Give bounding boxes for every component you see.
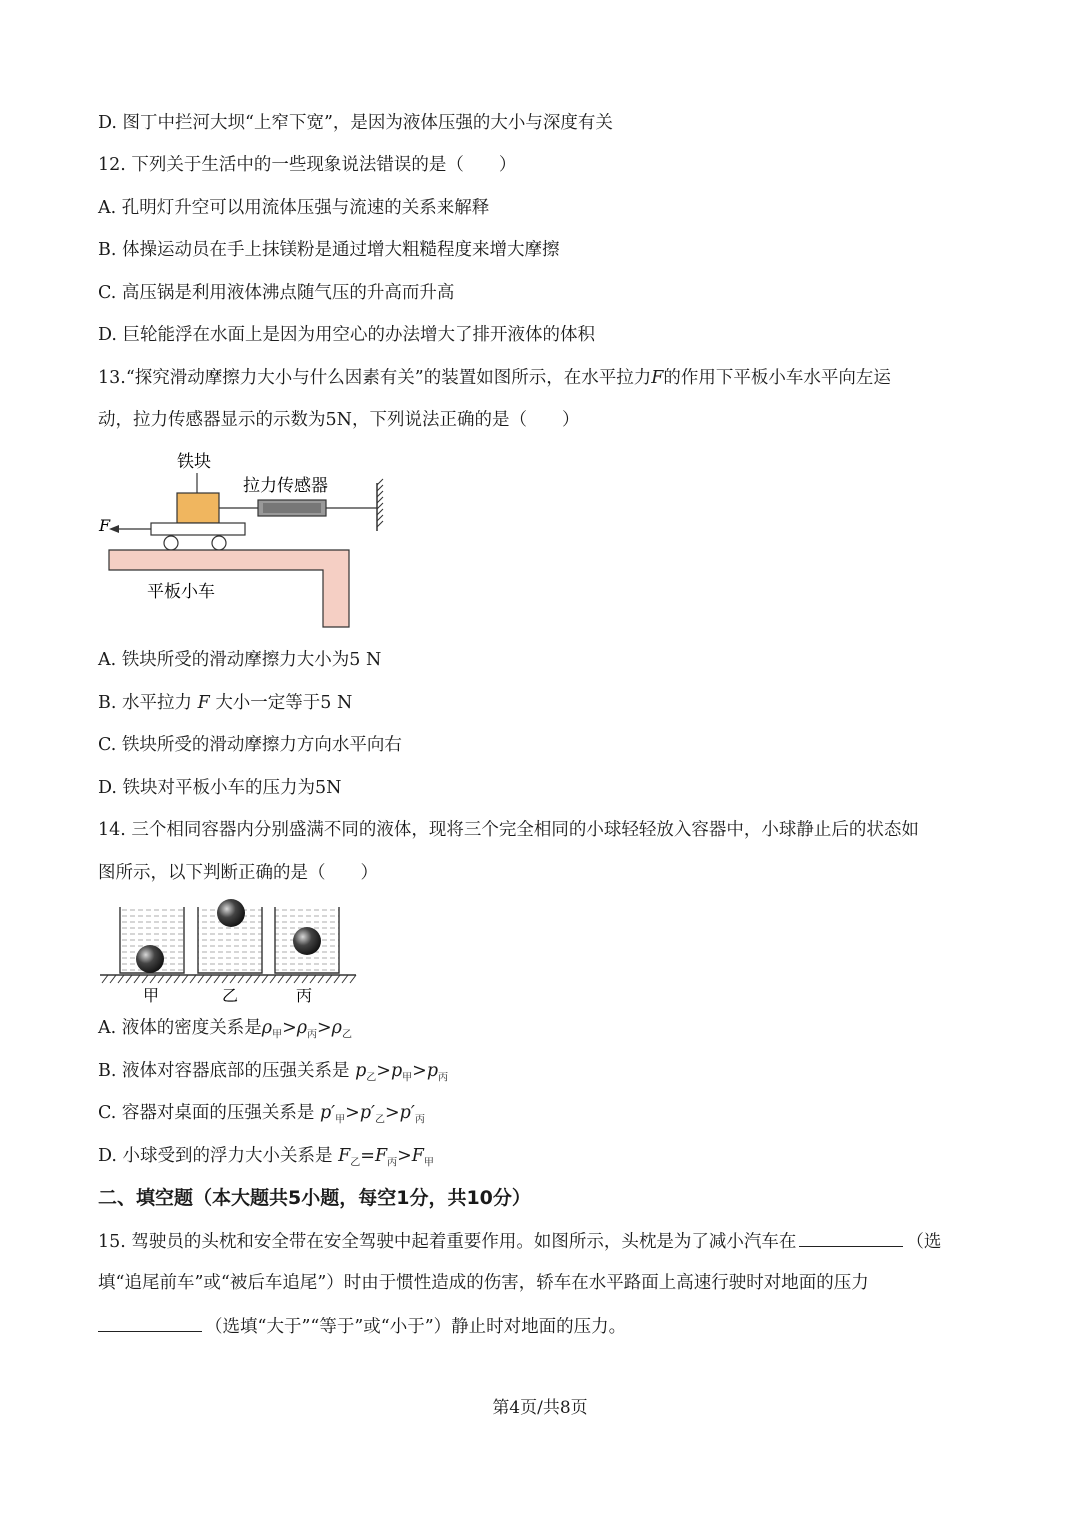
- friction-apparatus-figure: [95, 445, 395, 635]
- option-11d: D. 图丁中拦河大坝“上窄下宽”，是因为液体压强的大小与深度有关: [98, 113, 613, 133]
- option-14b: B. 液体对容器底部的压强关系是 $p_乙>p_甲>p_丙$: [98, 1061, 449, 1084]
- option-12d: D. 巨轮能浮在水面上是因为用空心的办法增大了排开液体的体积: [98, 325, 596, 345]
- label-iron-block: 铁块: [177, 452, 211, 472]
- cart-deck: [151, 523, 245, 535]
- option-14a: A. 液体的密度关系是$\rho_甲>\rho_丙>\rho_乙$: [98, 1018, 352, 1041]
- option-13a: A. 铁块所受的滑动摩擦力大小为5 N: [98, 650, 382, 670]
- label-jia: 甲: [143, 986, 160, 1005]
- option-12a: A. 孔明灯升空可以用流体压强与流速的关系来解释: [98, 198, 490, 218]
- option-13d: D. 铁块对平板小车的压力为5N: [98, 778, 342, 798]
- label-force-sensor: 拉力传感器: [243, 476, 328, 496]
- question-12: 12. 下列关于生活中的一些现象说法错误的是（ ）: [98, 155, 517, 175]
- answer-blank-1[interactable]: [799, 1228, 903, 1247]
- option-13c: C. 铁块所受的滑动摩擦力方向水平向右: [98, 735, 402, 755]
- cart-wheel-right: [212, 536, 226, 550]
- question-15-line3: （选填“大于”“等于”或“小于”）静止时对地面的压力。: [98, 1313, 626, 1339]
- option-13b: B. 水平拉力 F 大小一定等于5 N: [98, 693, 353, 713]
- ball-yi: [217, 899, 245, 927]
- option-12b: B. 体操运动员在手上抹镁粉是通过增大粗糙程度来增大摩擦: [98, 240, 560, 260]
- answer-blank-2[interactable]: [98, 1313, 202, 1332]
- force-symbol: F: [651, 368, 664, 388]
- section-2-heading: 二、填空题（本大题共5小题，每空1分，共10分）: [98, 1187, 531, 1209]
- question-13-line1: 13.“探究滑动摩擦力大小与什么因素有关”的装置如图所示，在水平拉力F的作用下平板小车水平向左运: [98, 368, 891, 388]
- label-yi: 乙: [222, 986, 239, 1005]
- iron-block: [177, 493, 219, 523]
- table-surface: [109, 550, 349, 627]
- ball-bing: [293, 927, 321, 955]
- cart-wheel-left: [164, 536, 178, 550]
- question-14-line2: 图所示，以下判断正确的是（ ）: [98, 863, 378, 883]
- question-14-line1: 14. 三个相同容器内分别盛满不同的液体，现将三个完全相同的小球轻轻放入容器中，小球静止后的状态如: [98, 820, 919, 840]
- question-15-line2: 填“追尾前车”或“被后车追尾”）时由于惯性造成的伤害，轿车在水平路面上高速行驶时对地面的压力: [98, 1273, 869, 1293]
- container-jia: [120, 907, 184, 973]
- question-13-line2: 动，拉力传感器显示的示数为5N，下列说法正确的是（ ）: [98, 410, 580, 430]
- label-cart: 平板小车: [147, 582, 215, 602]
- label-force-F: F: [99, 516, 111, 535]
- page-footer: 第4页/共8页: [492, 1398, 588, 1418]
- container-yi: [198, 899, 262, 973]
- option-12c: C. 高压锅是利用液体沸点随气压的升高而升高: [98, 283, 455, 303]
- container-bing: [275, 907, 339, 973]
- option-14d: D. 小球受到的浮力大小关系是 $F_乙=F_丙>F_甲$: [98, 1146, 434, 1169]
- ball-jia: [136, 945, 164, 973]
- containers-figure: [98, 895, 358, 1007]
- option-14c: C. 容器对桌面的压强关系是 $p'_甲>p'_乙>p'_丙$: [98, 1103, 425, 1126]
- question-15-line1: 15. 驾驶员的头枕和安全带在安全驾驶中起着重要作用。如图所示，头枕是为了减小汽车在 （选: [98, 1228, 941, 1254]
- label-bing: 丙: [296, 986, 313, 1005]
